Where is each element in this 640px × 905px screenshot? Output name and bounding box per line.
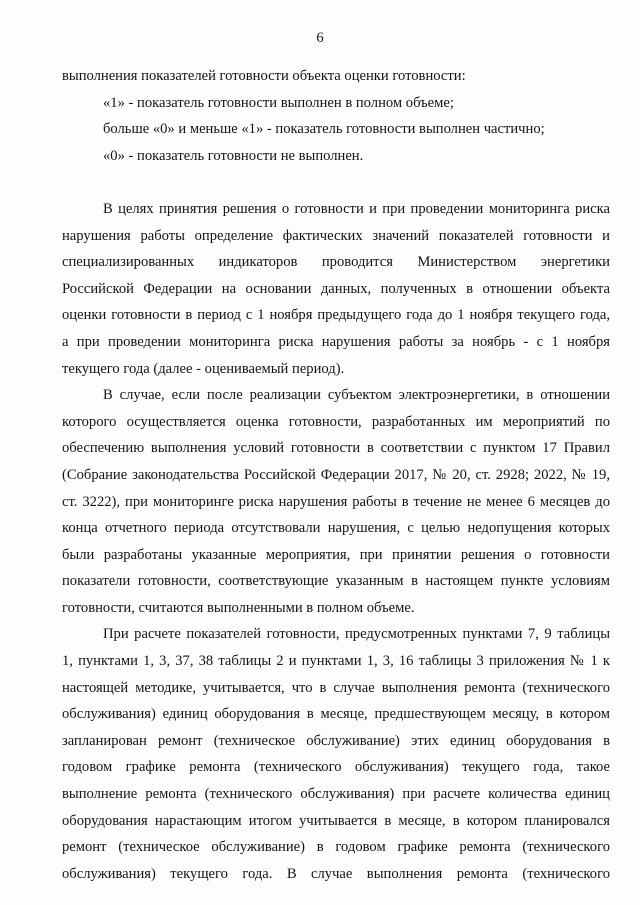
text-line: В случае, если после реализации субъектом электроэнергетики, в отношении bbox=[103, 387, 610, 404]
text-line: обеспечению выполнения условий готовности в соответствии с пунктом 17 Правил bbox=[62, 440, 610, 457]
text-line: готовности, считаются выполненными в полном объеме. bbox=[62, 599, 415, 616]
text-line: «0» - показатель готовности не выполнен. bbox=[103, 147, 364, 164]
text-line: выполнения показателей готовности объекта оценки готовности: bbox=[62, 68, 466, 84]
text-line: настоящей методике, учитывается, что в случае выполнения ремонта (технического bbox=[62, 679, 610, 696]
document-body bbox=[62, 63, 610, 887]
text-line: конца отчетного периода отсутствовали нарушения, с целью недопущения которых bbox=[62, 520, 610, 537]
text-line: «1» - показатель готовности выполнен в полном объеме; bbox=[103, 94, 454, 111]
text-line: При расчете показателей готовности, предусмотренных пунктами 7, 9 таблицы bbox=[103, 626, 610, 643]
text-line: текущего года (далее - оцениваемый период). bbox=[62, 360, 345, 377]
paragraph-list-item bbox=[62, 143, 610, 170]
paragraph-intro bbox=[62, 63, 610, 90]
text-line: 1, пунктами 1, 3, 37, 38 таблицы 2 и пунктами 1, 3, 16 таблицы 3 приложения № 1 к bbox=[62, 653, 610, 670]
text-line: оборудования нарастающим итогом учитывается в месяце, в котором планировался bbox=[62, 812, 610, 829]
page-number: 6 bbox=[316, 30, 324, 46]
text-line: а при проведении мониторинга риска нарушения работы за ноябрь - с 1 ноября bbox=[62, 333, 610, 350]
text-line: выполнение ремонта (технического обслуживания) при расчете количества единиц bbox=[62, 786, 610, 803]
text-line: были разработаны указанные мероприятия, при принятии решения о готовности bbox=[62, 546, 610, 563]
text-line: оценки готовности в период с 1 ноября предыдущего года до 1 ноября текущего года, bbox=[62, 307, 610, 324]
text-line: больше «0» и меньше «1» - показатель готовности выполнен частично; bbox=[103, 121, 545, 138]
text-line: В целях принятия решения о готовности и при проведении мониторинга риска bbox=[103, 200, 610, 217]
paragraph-calculation bbox=[62, 621, 610, 887]
text-line: нарушения работы определение фактических значений показателей готовности и bbox=[62, 227, 610, 244]
paragraph-list-item bbox=[62, 116, 610, 143]
text-line: которого осуществляется оценка готовности, разработанных им мероприятий по bbox=[62, 413, 610, 430]
paragraph-list-item bbox=[62, 90, 610, 117]
text-line: показатели готовности, соответствующие указанным в настоящем пункте условиям bbox=[62, 573, 610, 590]
text-line: специализированных индикаторов проводится Министерством энергетики bbox=[62, 254, 610, 271]
text-line: годовом графике ремонта (технического обслуживания) текущего года, такое bbox=[62, 759, 610, 776]
text-line: обслуживания) единиц оборудования в месяце, предшествующем месяцу, в котором bbox=[62, 706, 610, 723]
paragraph-purpose bbox=[62, 196, 610, 382]
paragraph-condition bbox=[62, 382, 610, 621]
text-line: ст. 3222), при мониторинге риска нарушения работы в течение не менее 6 месяцев до bbox=[62, 493, 610, 510]
text-line: (Собрание законодательства Российской Федерации 2017, № 20, ст. 2928; 2022, № 19, bbox=[62, 466, 610, 483]
text-line: обслуживания) текущего года. В случае выполнения ремонта (технического bbox=[62, 865, 610, 882]
paragraph-gap bbox=[62, 169, 610, 196]
text-line: Российской Федерации на основании данных, полученных в отношении объекта bbox=[62, 280, 610, 297]
text-line: ремонт (техническое обслуживание) в годовом графике ремонта (технического bbox=[62, 839, 610, 856]
text-line: запланирован ремонт (техническое обслуживание) этих единиц оборудования в bbox=[62, 732, 610, 749]
